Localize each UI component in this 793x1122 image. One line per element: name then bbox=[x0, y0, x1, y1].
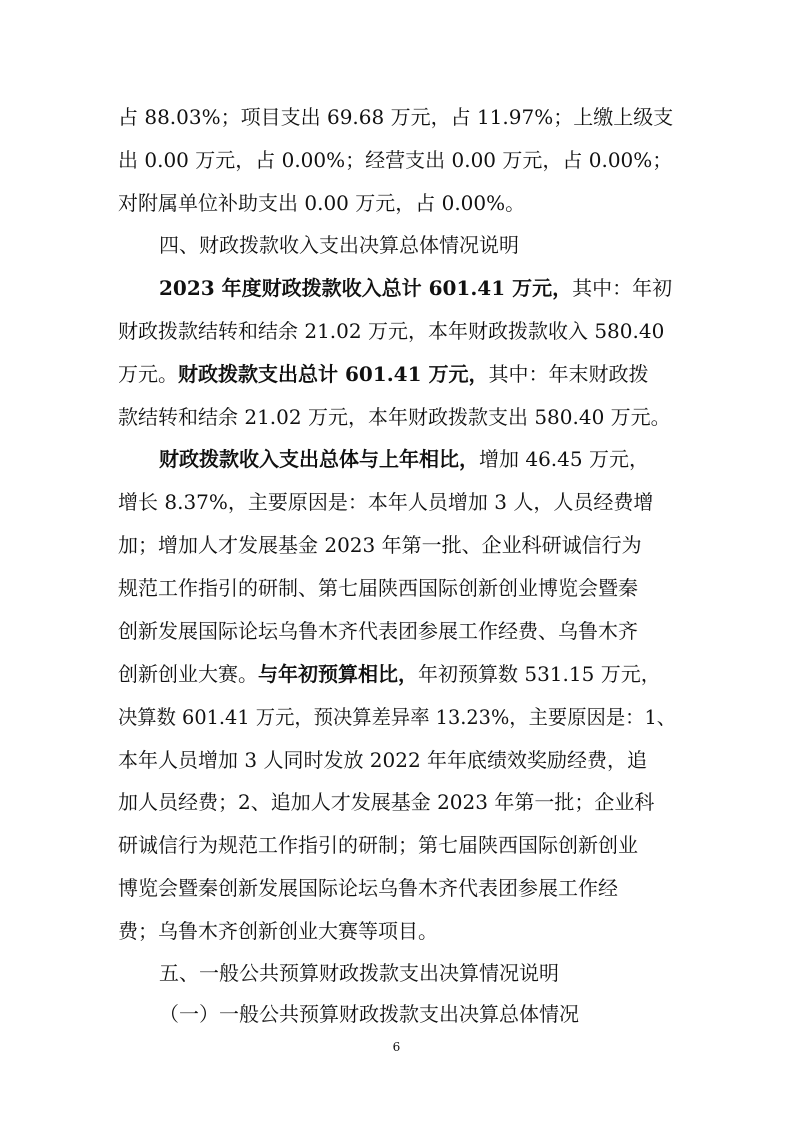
body-line bbox=[118, 489, 676, 515]
line-text: 出 0.00 万元，占 0.00%；经营支出 0.00 万元，占 0.00%； bbox=[118, 148, 673, 172]
line-text: 规范工作指引的研制、第七届陕西国际创新创业博览会暨秦 bbox=[118, 576, 638, 600]
body-line bbox=[118, 404, 676, 430]
line-text: 决算数 601.41 万元，预决算差异率 13.23%，主要原因是：1、 bbox=[118, 705, 677, 729]
line-text: 加人员经费；2、追加人才发展基金 2023 年第一批；企业科 bbox=[118, 790, 655, 814]
line-text: 对附属单位补助支出 0.00 万元，占 0.00%。 bbox=[118, 191, 526, 215]
body-line bbox=[118, 532, 676, 558]
line-text: 创新创业大赛。 bbox=[118, 662, 258, 686]
body-line bbox=[118, 618, 676, 644]
line-text: 财政拨款结转和结余 21.02 万元，本年财政拨款收入 580.40 bbox=[118, 319, 665, 343]
line-text: 加；增加人才发展基金 2023 年第一批、企业科研诚信行为 bbox=[118, 533, 642, 557]
body-line bbox=[118, 147, 676, 173]
line-text: 博览会暨秦创新发展国际论坛乌鲁木齐代表团参展工作经 bbox=[118, 876, 618, 900]
body-line bbox=[118, 832, 676, 858]
body-line bbox=[118, 747, 676, 773]
section-heading bbox=[159, 232, 659, 258]
body-line bbox=[118, 875, 676, 901]
body-line bbox=[118, 661, 676, 687]
line-text: 增加 46.45 万元， bbox=[479, 447, 649, 471]
body-line bbox=[118, 361, 676, 387]
page-number: 6 bbox=[392, 1040, 401, 1054]
line-text: 其中：年末财政拨 bbox=[488, 362, 649, 386]
body-line bbox=[118, 789, 676, 815]
subsection-heading bbox=[159, 1001, 676, 1027]
body-line bbox=[159, 446, 676, 472]
line-text: 年初预算数 531.15 万元， bbox=[418, 662, 661, 686]
line-text: 创新发展国际论坛乌鲁木齐代表团参展工作经费、乌鲁木齐 bbox=[118, 619, 638, 643]
heading-text: 四、财政拨款收入支出决算总体情况说明 bbox=[159, 233, 519, 257]
line-text: 增长 8.37%，主要原因是：本年人员增加 3 人，人员经费增 bbox=[118, 490, 654, 514]
line-text: 研诚信行为规范工作指引的研制；第七届陕西国际创新创业 bbox=[118, 833, 638, 857]
heading-text: （一）一般公共预算财政拨款支出决算总体情况 bbox=[159, 1002, 579, 1026]
line-text: 万元。 bbox=[118, 362, 178, 386]
bold-summary: 财政拨款收入支出总体与上年相比， bbox=[159, 447, 479, 471]
section-heading bbox=[159, 960, 659, 986]
body-line bbox=[159, 275, 676, 301]
body-line bbox=[118, 918, 676, 944]
line-text: 其中：年初 bbox=[572, 276, 673, 300]
bold-summary: 2023 年度财政拨款收入总计 601.41 万元， bbox=[159, 276, 573, 300]
line-text: 占 88.03%；项目支出 69.68 万元，占 11.97%；上缴上级支 bbox=[118, 105, 674, 129]
body-line bbox=[118, 318, 676, 344]
bold-summary: 财政拨款支出总计 601.41 万元， bbox=[178, 362, 489, 386]
body-line bbox=[118, 190, 676, 216]
body-line bbox=[118, 575, 676, 601]
line-text: 款结转和结余 21.02 万元，本年财政拨款支出 580.40 万元。 bbox=[118, 405, 671, 429]
heading-text: 五、一般公共预算财政拨款支出决算情况说明 bbox=[159, 961, 559, 985]
line-text: 本年人员增加 3 人同时发放 2022 年年底绩效奖励经费，追 bbox=[118, 748, 648, 772]
body-line bbox=[118, 704, 677, 730]
line-text: 费；乌鲁木齐创新创业大赛等项目。 bbox=[118, 919, 438, 943]
bold-summary: 与年初预算相比， bbox=[258, 662, 418, 686]
body-line bbox=[118, 104, 676, 130]
